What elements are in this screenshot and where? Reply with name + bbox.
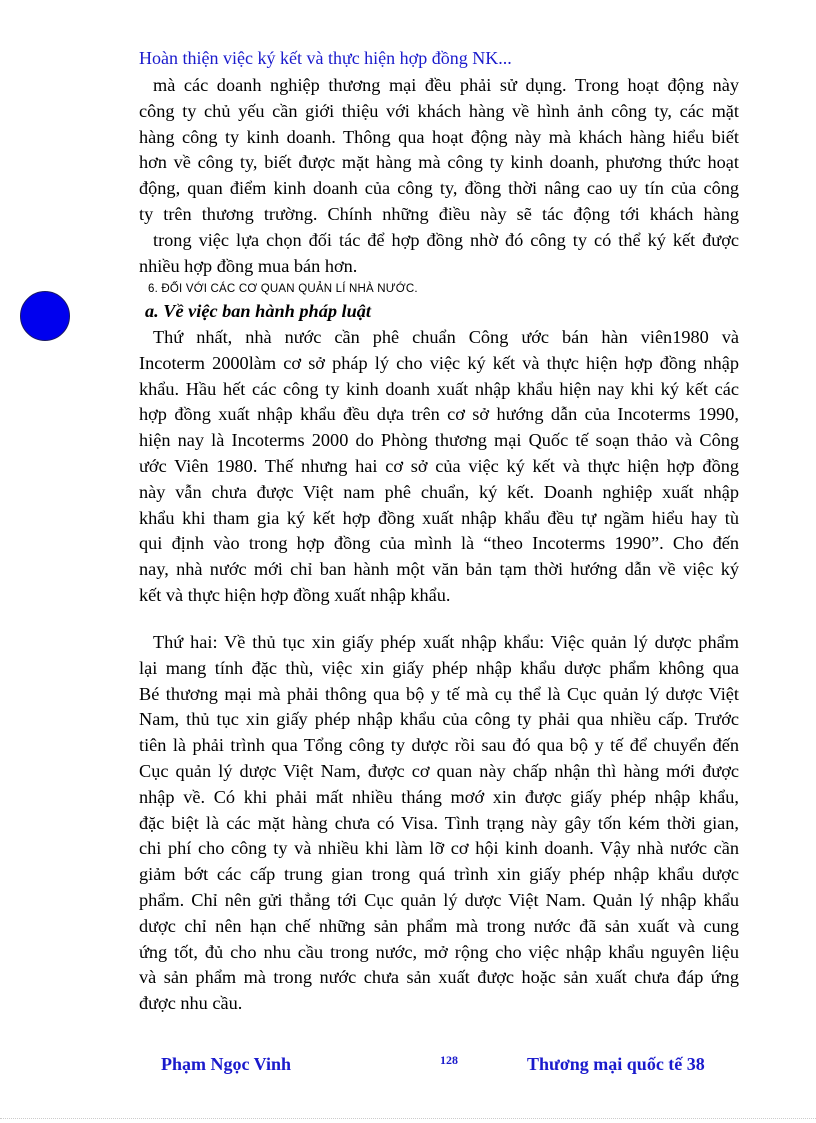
text-line: động, quan điểm kinh doanh của công ty, đồng thời nâng cao uy tín của công [139,178,739,199]
blue-circle-marker [20,291,70,341]
text-line: hàng công ty kinh doanh. Thông qua hoạt động này mà khách hàng hiểu biết [139,126,739,147]
text-line: giảm bớt các cấp trung gian trong quá trình xin giấy phép nhập khẩu dược [139,864,739,885]
text-line: khẩu khi tham gia ký kết hợp đồng xuất nhập khẩu đều tự ngầm hiểu hay tù [139,507,739,528]
footer-author: Phạm Ngọc Vinh [161,1054,292,1074]
text-line: chi phí cho công ty và nhiều khi làm lỡ cơ hội kinh doanh. Vậy nhà nước cần [139,838,739,859]
text-line: hợp đồng xuất nhập khẩu đều dựa trên cơ sở hướng dẫn của Incoterms 1990, [139,404,739,425]
text-line: đặc biệt là các mặt hàng chưa có Visa. Tình trạng này gây tốn kém thời gian, [139,812,739,833]
text-line: nhập về. Có khi phải mất nhiều tháng mơớ xin được giấy phép nhập khẩu, [139,786,739,807]
text-line: khẩu. Hầu hết các công ty kinh doanh xuất nhập khẩu hiện nay khi ký kết các [139,378,739,399]
page-number: 128 [440,1053,458,1067]
text-line: kết và thực hiện hợp đồng xuất nhập khẩu. [139,584,451,605]
text-line: Thứ hai: Về thủ tục xin giấy phép xuất nhập khẩu: Việc quản lý dược phẩm [153,632,739,652]
sub-heading: a. Về việc ban hành pháp luật [145,301,372,321]
text-line: dược chỉ nên hạn chế những sản phẩm mà trong nước đã sản xuất và cung [139,915,739,936]
text-line: nhiều hợp đồng mua bán hơn. [139,255,358,276]
text-line: và sản phẩm mà trong nước chưa sản xuất được hoặc sản xuất chưa đáp ứng [139,967,739,988]
text-line: ứng tốt, đủ cho nhu cầu trong nước, mở rộng cho việc nhập khẩu nguyên liệu [139,941,739,962]
text-line: lại mang tính đặc thù, việc xin giấy phép nhập khẩu dược phẩm không qua [139,657,739,678]
text-line: Bé thương mại mà phải thông qua bộ y tế mà cụ thể là Cục quản lý dược Việt [139,683,739,704]
text-line: mà các doanh nghiệp thương mại đều phải sử dụng. Trong hoạt động này [153,75,739,95]
text-line: hiện nay là Incoterms 2000 do Phòng thương mại Quốc tế soạn thảo và Công [139,430,739,451]
text-line: được nhu cầu. [139,993,243,1014]
text-line: phẩm. Chỉ nên gửi thẳng tới Cục quản lý dược Việt Nam. Quản lý nhập khẩu [139,889,739,910]
text-line: Incoterm 2000làm cơ sở pháp lý cho việc ký kết và thực hiện hợp đồng nhập [139,352,739,373]
text-line: công ty chủ yếu cần giới thiệu với khách hàng về hình ảnh công ty, các mặt [139,100,739,121]
text-line: qui định vào trong hợp đồng của mình là “theo Incoterms 1990”. Cho đến [139,533,739,554]
text-line: trong việc lựa chọn đối tác để hợp đồng nhờ đó công ty có thể ký kết được [153,229,739,250]
text-line: này vẫn chưa được Việt nam phê chuẩn, ký kết. Doanh nghiệp xuất nhập [139,481,739,502]
text-line: hơn về công ty, biết được mặt hàng mà công ty kinh doanh, phương thức hoạt [139,152,739,173]
text-line: tiên là phải trình qua Tổng công ty dược rồi sau đó qua bộ y tế để chuyển đến [139,735,739,756]
page-bottom-divider [0,1118,816,1119]
text-line: nay, nhà nước mới chỉ ban hành một văn bản tạm thời hướng dẫn về việc ký [139,559,739,580]
text-line: Thứ nhất, nhà nước cần phê chuẩn Công ước bán hàn viên1980 và [153,327,739,347]
section-heading: 6. ĐỐI VỚI CÁC CƠ QUAN QUẢN LÍ NHÀ NƯỚC. [148,283,418,295]
footer-class: Thương mại quốc tế 38 [527,1054,705,1074]
running-header: Hoàn thiện việc ký kết và thực hiện hợp đồng NK... [139,48,512,68]
paragraph-legal [139,325,739,609]
text-line: ty trên thương trường. Chính những điều này sẽ tác động tới khách hàng [139,203,739,224]
text-line: ước Viên 1980. Thế nhưng hai cơ sở của việc ký kết và thực hiện hợp đồng [139,455,739,476]
text-line: Nam, thủ tục xin giấy phép nhập khẩu của công ty phải qua nhiều cấp. Trước [139,709,739,730]
text-line: Cục quản lý dược Việt Nam, được cơ quan này chấp nhận thì hàng mới được [139,760,739,781]
paragraph-continuation [139,73,739,279]
paragraph-licensing [139,630,739,1017]
